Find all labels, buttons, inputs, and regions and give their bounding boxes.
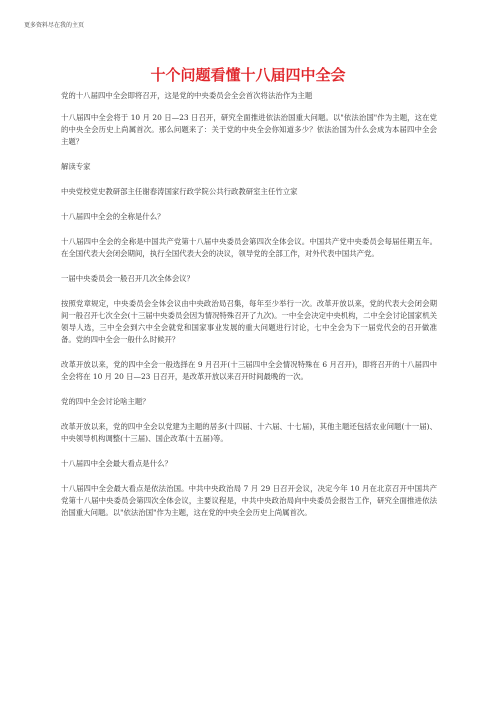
paragraph-experts-heading: 解读专家 <box>61 162 91 171</box>
paragraph-experts: 中央党校党史教研部主任谢春涛国家行政学院公共行政教研室主任竹立家 <box>61 187 298 196</box>
document-title: 十个问题看懂十八届四中全会 <box>150 66 346 84</box>
paragraph-intro: 党的十八届四中全会即将召开，这是党的中央委员会全会首次将法治作为主题 <box>61 91 313 100</box>
answer-highlight: 十八届四中全会最大看点是依法治国。中共中央政治局 7 月 29 日召开会议，决定今年 10 月在北京召开中国共产党第十八届中央委员会第四次全体会议，主要议程是，中共中央政治局向中央委员会报告工作，研究全面推进依法治国重大问题。以"依法治国"作为主题，这在党的中央全会历史上尚属首次。 <box>61 484 437 517</box>
answer-full-name: 十八届四中全会的全称是中国共产党第十八届中央委员会第四次全体会议。中国共产党中央委员会每届任期五年。在全国代表大会闭会期间，执行全国代表大会的决议，领导党的全部工作，对外代表中国共产党。 <box>61 237 437 258</box>
question-highlight: 十八届四中全会最大看点是什么？ <box>61 459 172 468</box>
question-full-name: 十八届四中全会的全称是什么？ <box>61 212 165 221</box>
paragraph-overview: 十八届四中全会将于 10 月 20 日—23 日召开，研究全面推进依法治国重大问题。以"依法治国"作为主题，这在党的中央全会历史上尚属首次。那么问题来了：关于党的中央全会你知道多少？依法治国为什么会成为本届四中全会主题？ <box>61 113 437 146</box>
question-sessions-count: 一届中央委员会一般召开几次全体会议？ <box>61 274 195 283</box>
page-header: 更多资料尽在我的主页 <box>24 22 85 29</box>
answer-sessions-count: 按照党章规定，中央委员会全体会议由中央政治局召集，每年至少举行一次。改革开放以来，党的代表大会闭会期间一般召开七次全会(十三届中央委员会因为情况特殊召开了九次)。一中全会决定中央机构，二中全会讨论国家机关领导人选，三中全会到六中全会就党和国家事业发展的重大问题进行讨论，七中全会为下一届党代会的召开做准备。党的四中全会一般什么时候开？ <box>61 299 437 344</box>
question-topics: 党的四中全会讨论啥主题？ <box>61 397 150 406</box>
answer-timing: 改革开放以来，党的四中全会一般选择在 9 月召开(十三届四中全会情况特殊在 6 月召开)，即将召开的十八届四中全会将在 10 月 20 日—23 日召开，是改革开放以来召开时间最晚的一次。 <box>61 360 437 381</box>
answer-topics: 改革开放以来，党的四中全会以党建为主题的居多(十四届、十六届、十七届)，其他主题还包括农业问题(十一届)、中央领导机构调整(十三届)、国企改革(十五届)等。 <box>61 422 437 443</box>
document-body <box>61 90 437 532</box>
